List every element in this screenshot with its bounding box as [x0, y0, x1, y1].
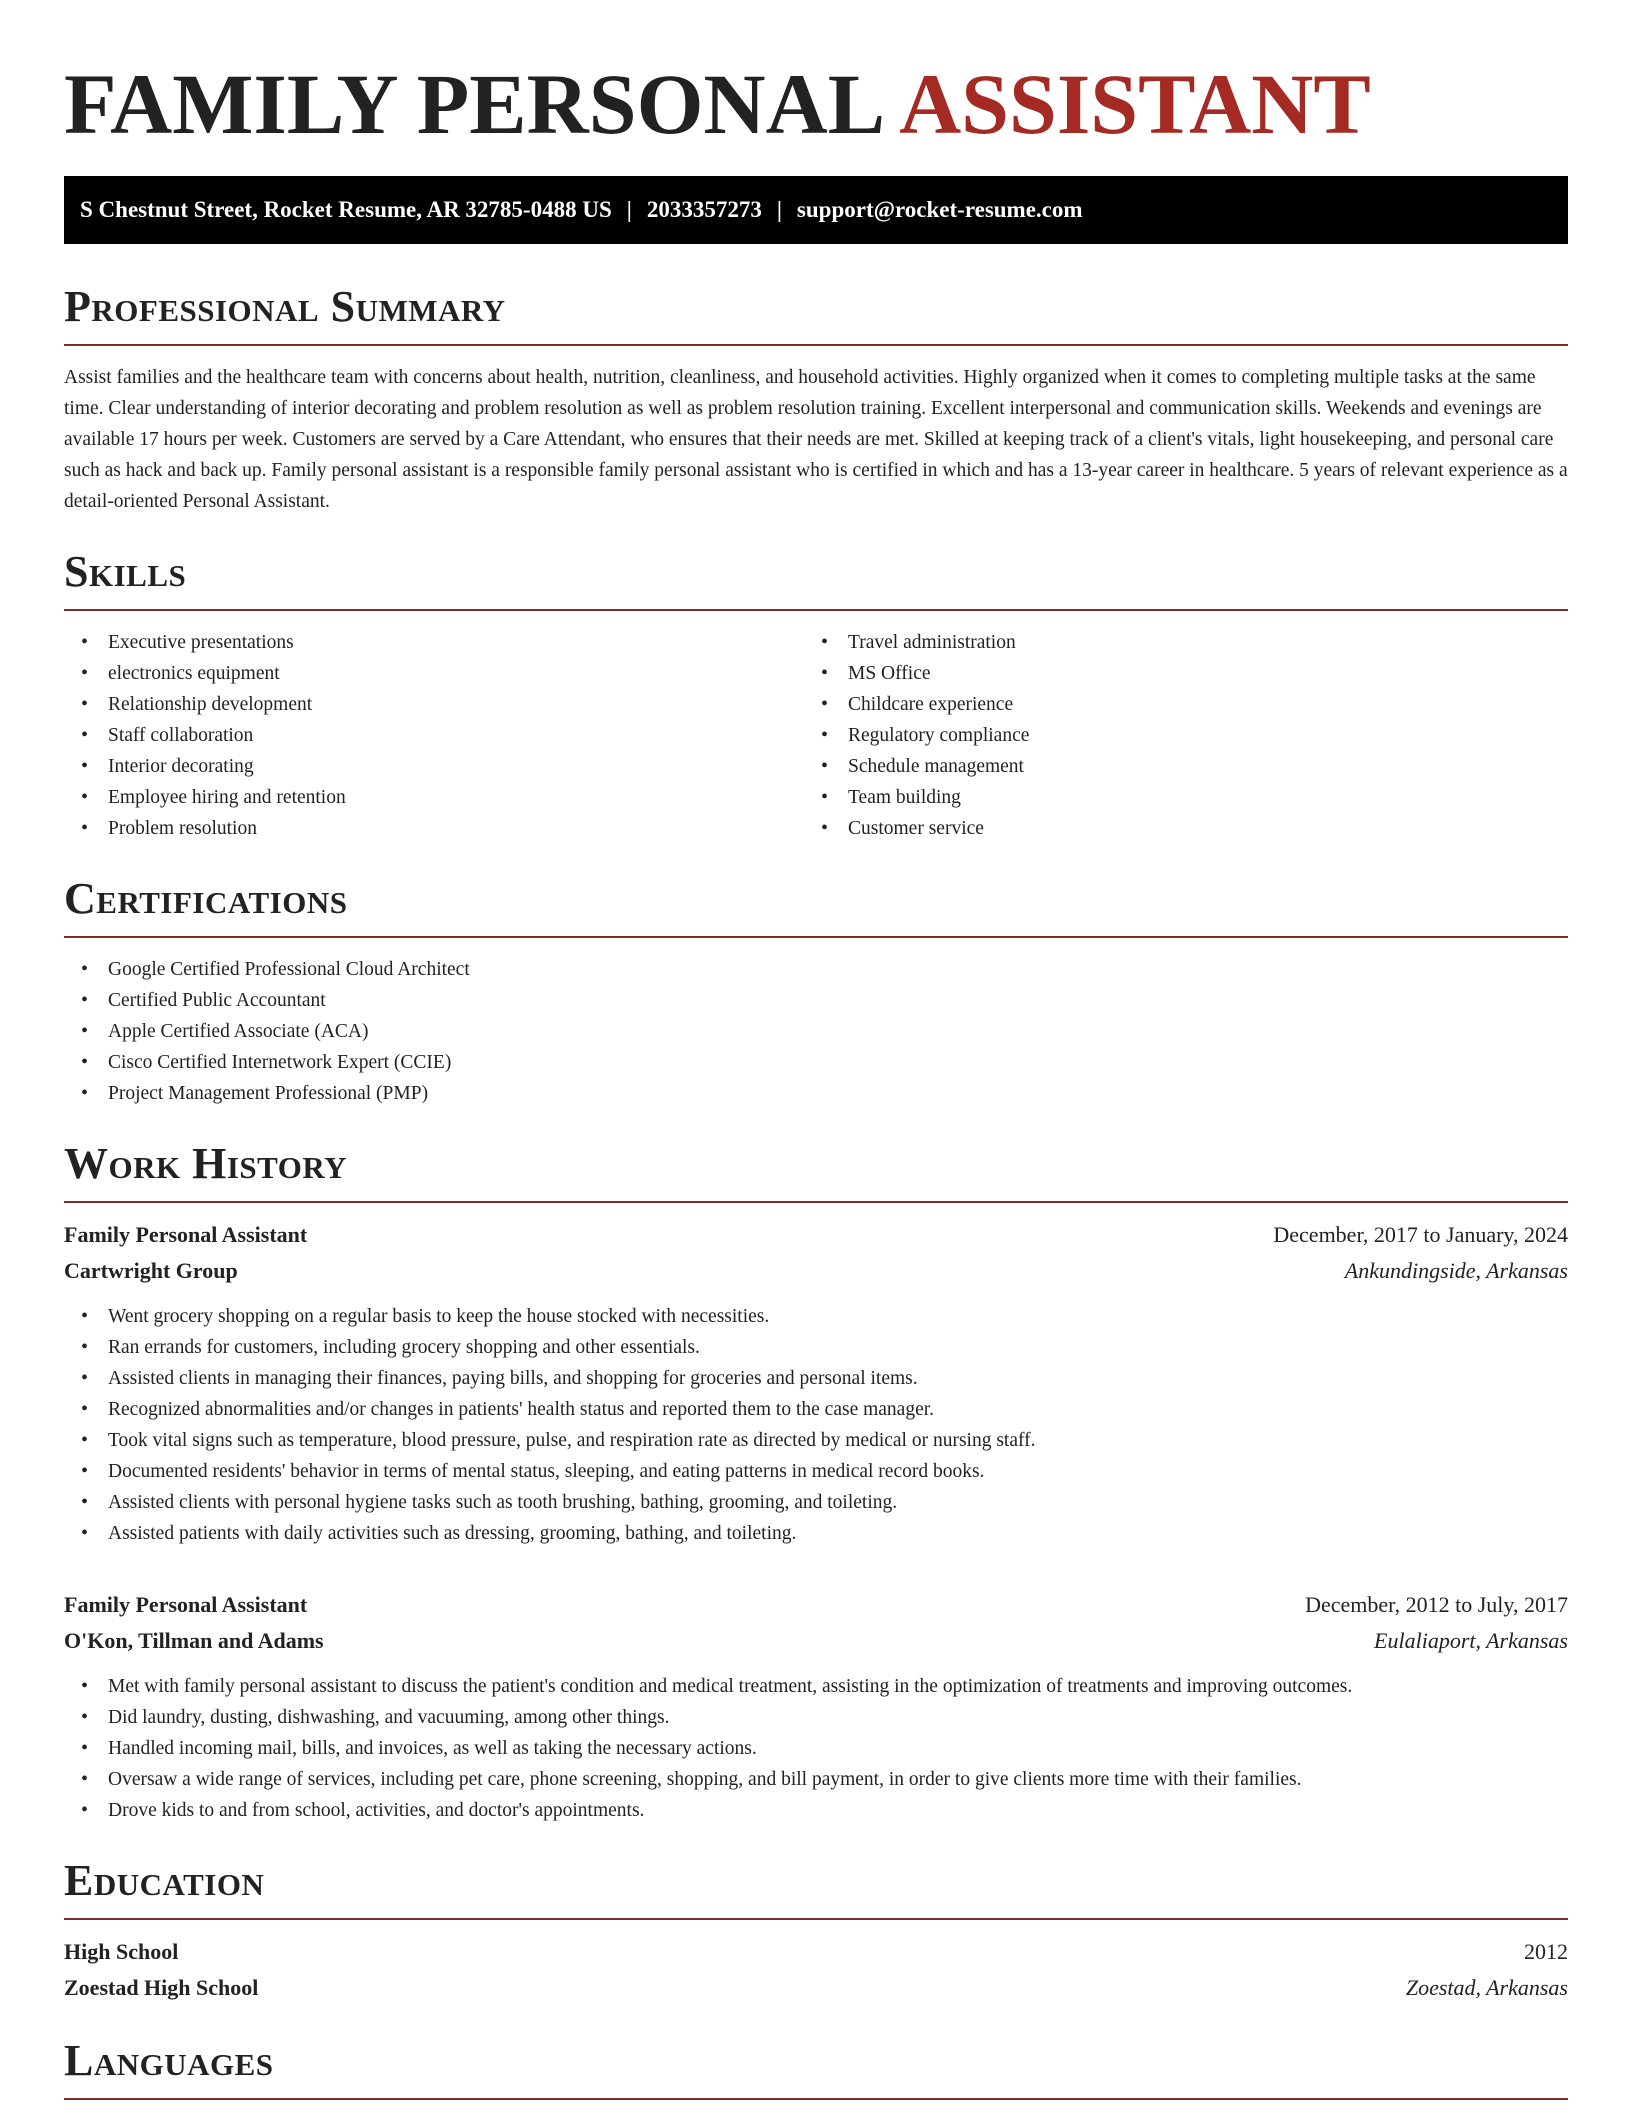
- education-degree: High School: [64, 1939, 179, 1964]
- job-company-row: [64, 1253, 1568, 1289]
- name-last: ASSISTANT: [899, 56, 1371, 152]
- section-title-languages: Languages: [64, 2036, 1568, 2100]
- list-item: • Assisted clients in managing their finances, paying bills, and shopping for groceries and personal items.: [64, 1363, 1568, 1394]
- education-school: Zoestad High School: [64, 1975, 259, 2000]
- certifications-section: [64, 874, 1568, 1109]
- list-item: • Went grocery shopping on a regular basis to keep the house stocked with necessities.: [64, 1301, 1568, 1332]
- list-item: • Problem resolution: [64, 813, 804, 844]
- list-item: • Relationship development: [64, 689, 804, 720]
- list-item: • Regulatory compliance: [804, 720, 1544, 751]
- contact-address: S Chestnut Street, Rocket Resume, AR 32785-0488 US: [80, 197, 612, 222]
- job-bullets: [64, 1671, 1568, 1826]
- work-history-section: [64, 1139, 1568, 1826]
- list-item: • Assisted patients with daily activities such as dressing, grooming, bathing, and toileting.: [64, 1518, 1568, 1549]
- list-item: • Customer service: [804, 813, 1544, 844]
- list-item: • Schedule management: [804, 751, 1544, 782]
- education-section: [64, 1856, 1568, 2006]
- job-bullets: [64, 1301, 1568, 1549]
- list-item: • Cisco Certified Internetwork Expert (CCIE): [64, 1047, 1568, 1078]
- job-location: Ankundingside, Arkansas: [1344, 1258, 1568, 1283]
- list-item: • Assisted clients with personal hygiene tasks such as tooth brushing, bathing, grooming, and toileting.: [64, 1487, 1568, 1518]
- job-dates: December, 2012 to July, 2017: [1305, 1592, 1568, 1617]
- candidate-name: [64, 0, 1568, 176]
- skills-section: [64, 547, 1568, 844]
- job-entry: [64, 1587, 1568, 1826]
- section-title-certifications: Certifications: [64, 874, 1568, 938]
- job-entry: [64, 1217, 1568, 1549]
- job-company-row: [64, 1623, 1568, 1659]
- job-header-row: [64, 1217, 1568, 1253]
- list-item: • Google Certified Professional Cloud Architect: [64, 954, 1568, 985]
- list-item: • Staff collaboration: [64, 720, 804, 751]
- list-item: • Apple Certified Associate (ACA): [64, 1016, 1568, 1047]
- languages-section: [64, 2036, 1568, 2100]
- list-item: • Interior decorating: [64, 751, 804, 782]
- contact-separator: |: [776, 197, 782, 222]
- job-role: Family Personal Assistant: [64, 1592, 308, 1617]
- list-item: • Childcare experience: [804, 689, 1544, 720]
- list-item: • Certified Public Accountant: [64, 985, 1568, 1016]
- list-item: • Handled incoming mail, bills, and invoices, as well as taking the necessary actions.: [64, 1733, 1568, 1764]
- list-item: • Met with family personal assistant to discuss the patient's condition and medical treatment, assisting in the optimization of treatments and improving outcomes.: [64, 1671, 1568, 1702]
- education-header-row: [64, 1934, 1568, 1970]
- contact-separator: |: [626, 197, 632, 222]
- list-item: • MS Office: [804, 658, 1544, 689]
- job-header-row: [64, 1587, 1568, 1623]
- summary-text: Assist families and the healthcare team with concerns about health, nutrition, cleanliness, and household activities. Highly organized when it comes to completing multiple tasks at the same time. Clear understanding of interior decorating and problem resolution as well as problem resolution training. Excellent interpersonal and communication skills. Weekends and evenings are available 17 hours per week. Customers are served by a Care Attendant, who ensures that their needs are met. Skilled at keeping track of a client's vitals, light housekeeping, and personal care such as hack and back up. Family personal assistant is a responsible family personal assistant who is certified in which and has a 13-year career in healthcare. 5 years of relevant experience as a detail-oriented Personal Assistant.: [64, 367, 1568, 512]
- section-title-work-history: Work History: [64, 1139, 1568, 1203]
- name-first: FAMILY PERSONAL: [64, 56, 886, 152]
- section-title-skills: Skills: [64, 547, 1568, 611]
- education-school-row: [64, 1970, 1568, 2006]
- contact-phone: 2033357273: [646, 197, 762, 222]
- education-entry: [64, 1934, 1568, 2006]
- list-item: • Recognized abnormalities and/or changes in patients' health status and reported them to the case manager.: [64, 1394, 1568, 1425]
- list-item: • Executive presentations: [64, 627, 804, 658]
- skills-list-left: [64, 627, 804, 844]
- skills-grid: [64, 627, 1568, 844]
- list-item: • Drove kids to and from school, activities, and doctor's appointments.: [64, 1795, 1568, 1826]
- certifications-list: [64, 954, 1568, 1109]
- education-year: 2012: [1524, 1939, 1568, 1964]
- list-item: • Oversaw a wide range of services, including pet care, phone screening, shopping, and bill payment, in order to give clients more time with their families.: [64, 1764, 1568, 1795]
- list-item: • Took vital signs such as temperature, blood pressure, pulse, and respiration rate as directed by medical or nursing staff.: [64, 1425, 1568, 1456]
- job-role: Family Personal Assistant: [64, 1222, 308, 1247]
- list-item: • Project Management Professional (PMP): [64, 1078, 1568, 1109]
- section-title-education: Education: [64, 1856, 1568, 1920]
- list-item: • Travel administration: [804, 627, 1544, 658]
- job-company: O'Kon, Tillman and Adams: [64, 1628, 324, 1653]
- skills-list-right: [804, 627, 1544, 844]
- job-location: Eulaliaport, Arkansas: [1374, 1628, 1568, 1653]
- list-item: • electronics equipment: [64, 658, 804, 689]
- job-company: Cartwright Group: [64, 1258, 238, 1283]
- list-item: • Employee hiring and retention: [64, 782, 804, 813]
- list-item: • Team building: [804, 782, 1544, 813]
- list-item: • Documented residents' behavior in terms of mental status, sleeping, and eating patterns in medical record books.: [64, 1456, 1568, 1487]
- job-dates: December, 2017 to January, 2024: [1273, 1222, 1568, 1247]
- education-location: Zoestad, Arkansas: [1405, 1975, 1568, 2000]
- list-item: • Ran errands for customers, including grocery shopping and other essentials.: [64, 1332, 1568, 1363]
- list-item: • Did laundry, dusting, dishwashing, and vacuuming, among other things.: [64, 1702, 1568, 1733]
- contact-email: support@rocket-resume.com: [796, 197, 1083, 222]
- section-title-summary: Professional Summary: [64, 282, 1568, 346]
- contact-bar: [64, 176, 1568, 244]
